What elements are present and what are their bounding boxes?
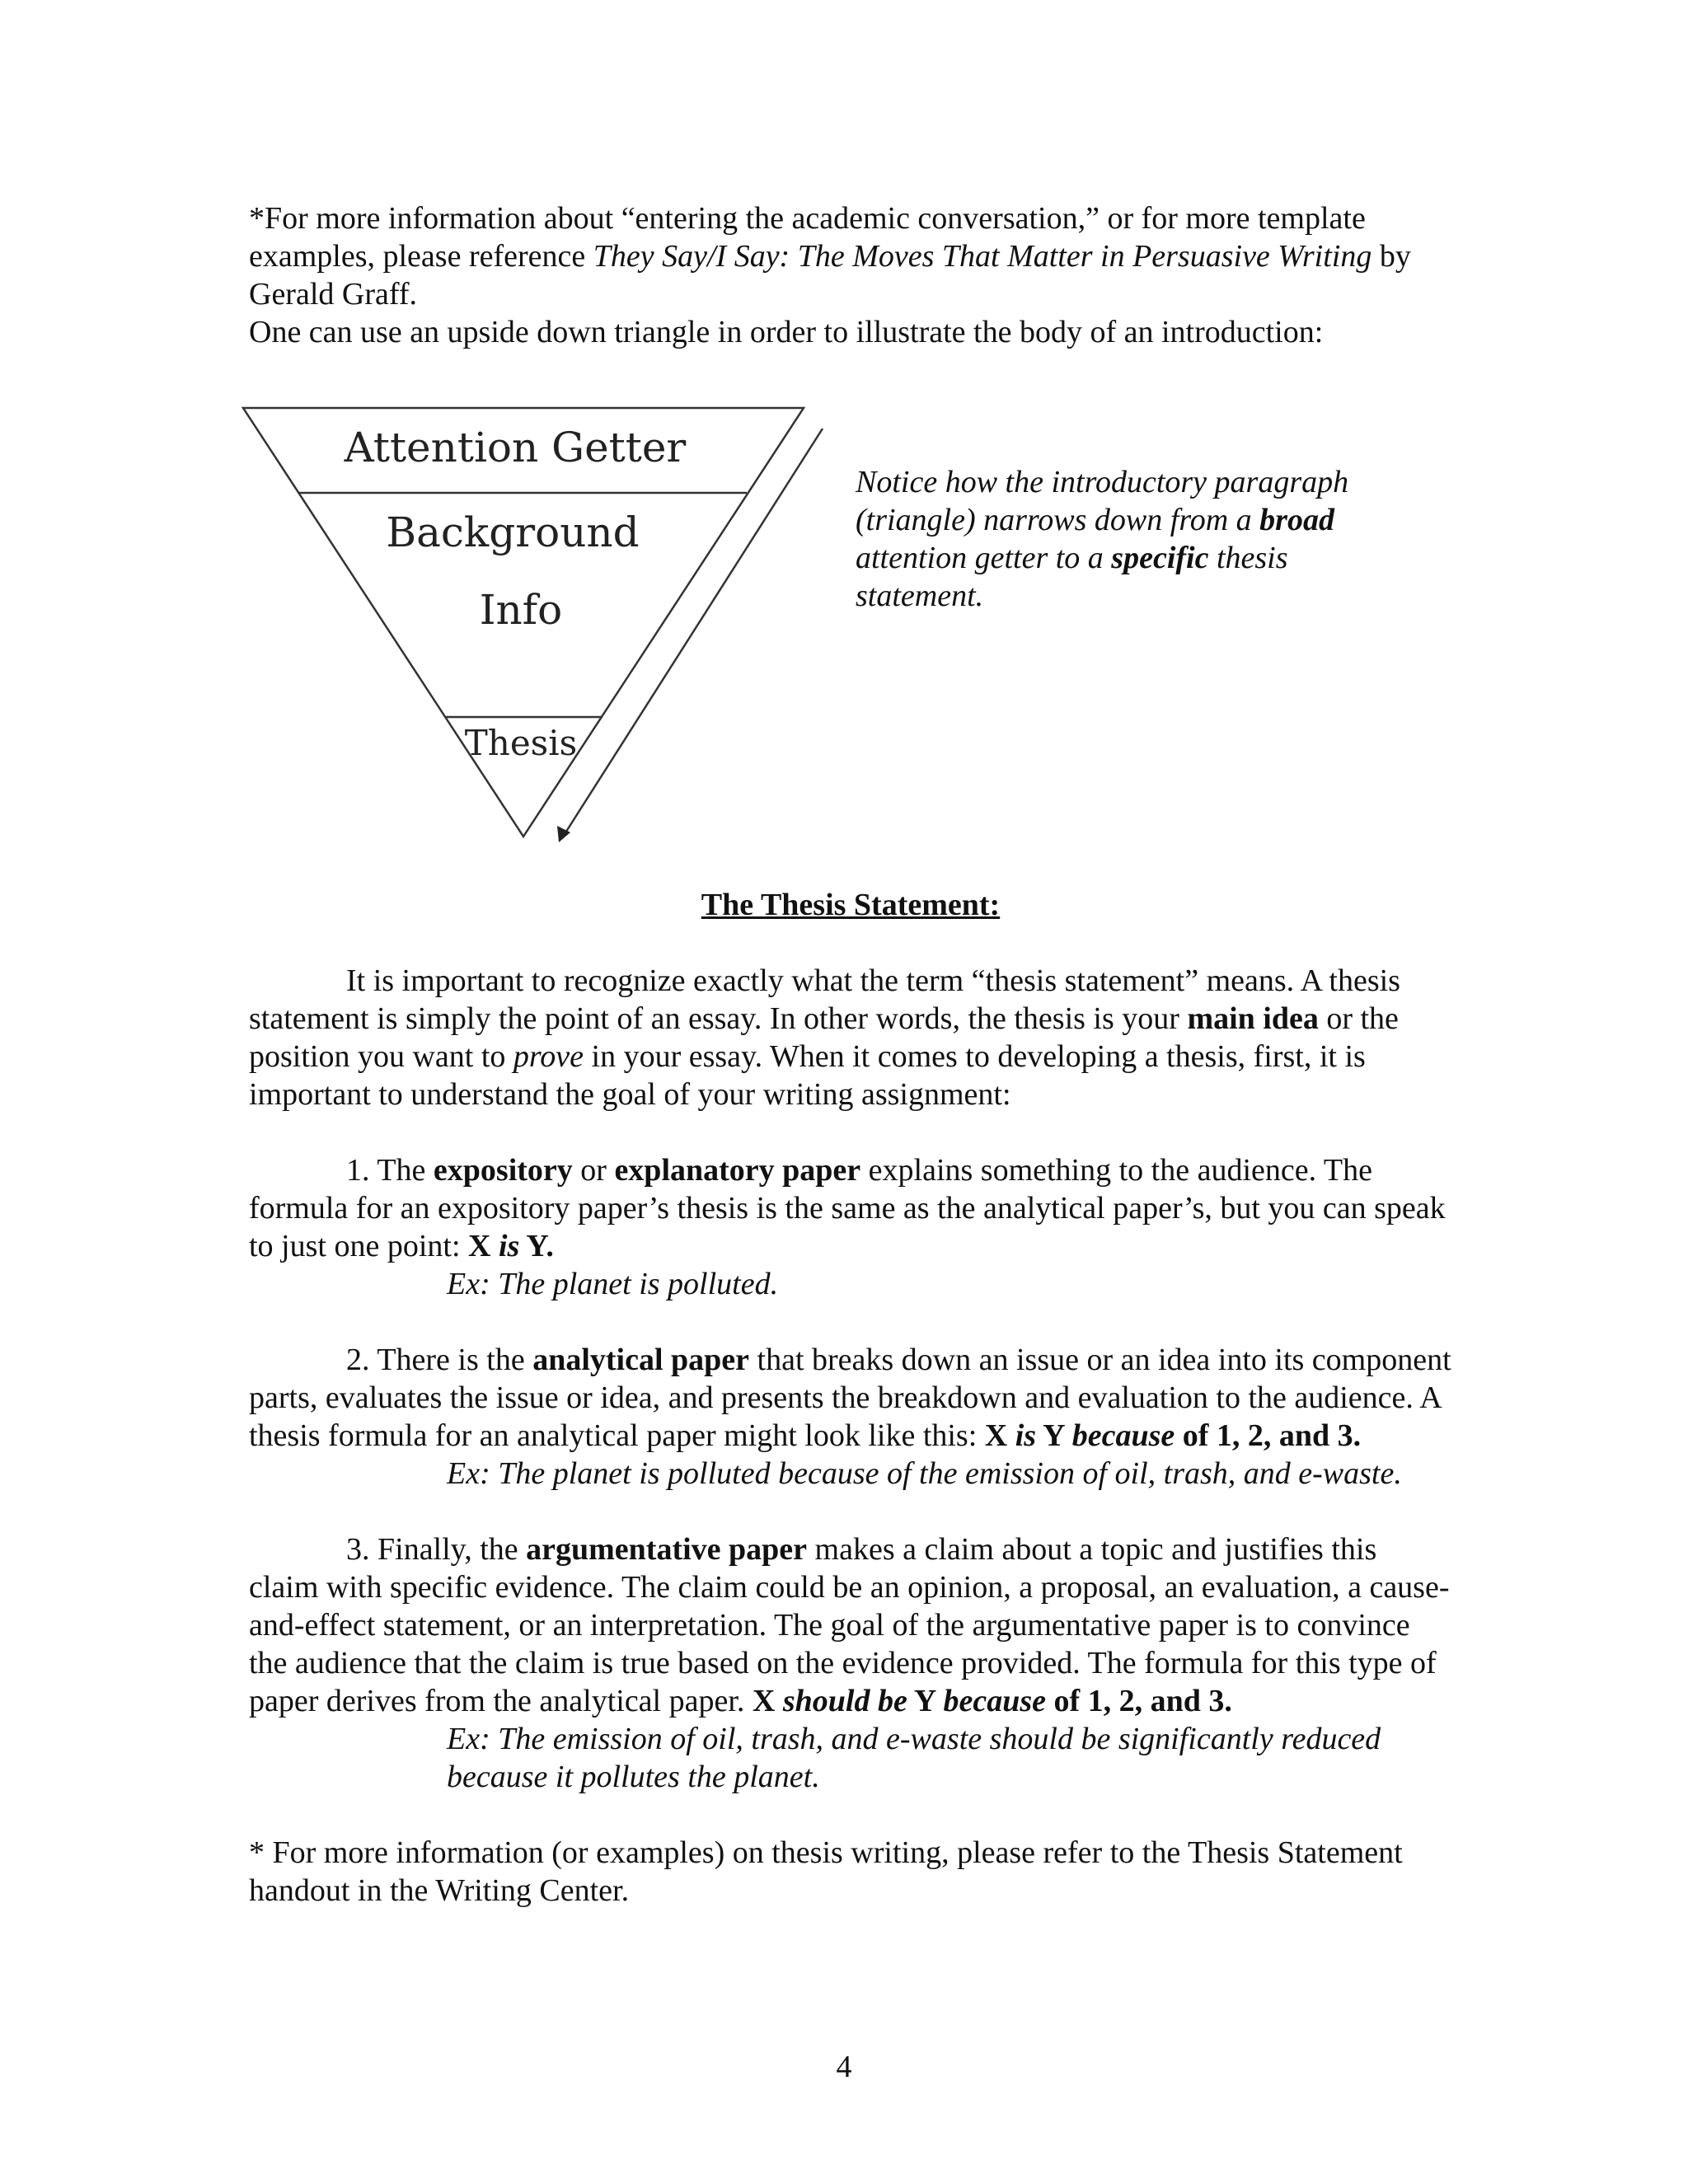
item-2-formula-end: of 1, 2, and 3. [1175,1418,1362,1453]
item-1-example: Ex: The planet is polluted. [447,1267,779,1301]
triangle-lead-sentence: One can use an upside down triangle in order to illustrate the body of an introduction: [249,315,1324,349]
item-2-formula-x: X [984,1418,1015,1453]
intro-block [249,199,1452,351]
section-heading: The Thesis Statement: [701,888,1001,922]
item-1-formula-is: is [498,1229,520,1263]
item-3-text: makes a claim about a topic and justifies this claim with specific evidence. The claim could be an opinion, a proposal, an evaluation, a cause-and-effect statement, or an interpretation. The goal of the argumentative paper is to convince the audience that the claim is true based on the evidence provided. The formula for this type of paper derives from the analytical paper. [249,1532,1450,1718]
p1-prove: prove [513,1039,584,1074]
label-attention-getter: Attention Getter [344,424,687,471]
item-3-number: 3. Finally, the [346,1532,527,1567]
item-2-example: Ex: The planet is polluted because of the emission of oil, trash, and e-waste. [447,1456,1402,1491]
item-1-formula-x: X [468,1229,499,1263]
diagram-note [856,463,1383,615]
label-thesis: Thesis [464,723,578,763]
footer-note: * For more information (or examples) on thesis writing, please refer to the Thesis Statement handout in the Writing Center. [249,1835,1403,1908]
note-text-2: attention getter to a [856,541,1112,575]
item-2-formula-is: is [1015,1418,1037,1453]
item-1-mid: or [572,1153,615,1188]
page-number: 4 [836,2050,852,2084]
reference-paragraph [249,199,1452,313]
item-3-formula-end: of 1, 2, and 3. [1046,1684,1232,1718]
intro-paragraph [249,962,1452,1113]
item-1-bold-1: expository [433,1153,573,1188]
note-specific: specific [1111,541,1209,575]
item-1-text: explains something to the audience. The formula for an expository paper’s thesis is the same as the analytical paper’s, but you can speak to just one point: [249,1153,1446,1263]
p1-text-b: or the position you want to [249,1001,1399,1074]
note-text-3: thesis statement. [856,541,1288,613]
label-background: Background [386,509,640,556]
item-3-formula-y: Y [907,1684,944,1718]
item-2-formula-y: Y [1036,1418,1072,1453]
item-2-number: 2. There is the [346,1343,533,1377]
item-2-text: that breaks down an issue or an idea into its component parts, evaluates the issue or idea, and presents the breakdown and evaluation to the audience. A thesis formula for an analytical paper might look like this: [249,1343,1451,1453]
item-3-formula-should: should be [782,1684,907,1718]
item-analytical [249,1341,1452,1455]
inverted-triangle-diagram [231,396,841,857]
item-1-formula-y: Y. [519,1229,554,1263]
item-3-bold-1: argumentative paper [526,1532,808,1567]
note-text-1: Notice how the introductory paragraph (triangle) narrows down from a [856,465,1349,537]
item-1-number: 1. The [346,1153,434,1188]
reference-text: *For more information about “entering the academic conversation,” or for more template examples, please reference [249,201,1366,274]
item-argumentative [249,1530,1452,1720]
item-3-formula-x: X [752,1684,783,1718]
narrowing-arrow-line [565,429,823,834]
item-3-example: Ex: The emission of oil, trash, and e-waste should be significantly reduced because it pollutes the planet. [447,1722,1381,1794]
label-info: Info [479,586,563,634]
item-1-bold-2: explanatory paper [614,1153,861,1188]
p1-text-a: It is important to recognize exactly what the term “thesis statement” means. A thesis statement is simply the point of an essay. In other words, the thesis is your [249,963,1400,1036]
reference-book-title: They Say/I Say: The Moves That Matter in Persuasive Writing [593,239,1372,274]
item-3-formula-because: because [943,1684,1046,1718]
thesis-section [249,886,1452,1910]
reference-author: by Gerald Graff. [249,239,1411,312]
p1-main-idea: main idea [1187,1001,1319,1036]
item-2-formula-because: because [1071,1418,1175,1453]
p1-text-c: in your essay. When it comes to developing a thesis, first, it is important to understand the goal of your writing assignment: [249,1039,1366,1112]
note-broad: broad [1259,503,1334,537]
item-expository [249,1151,1452,1265]
item-2-bold-1: analytical paper [532,1343,750,1377]
